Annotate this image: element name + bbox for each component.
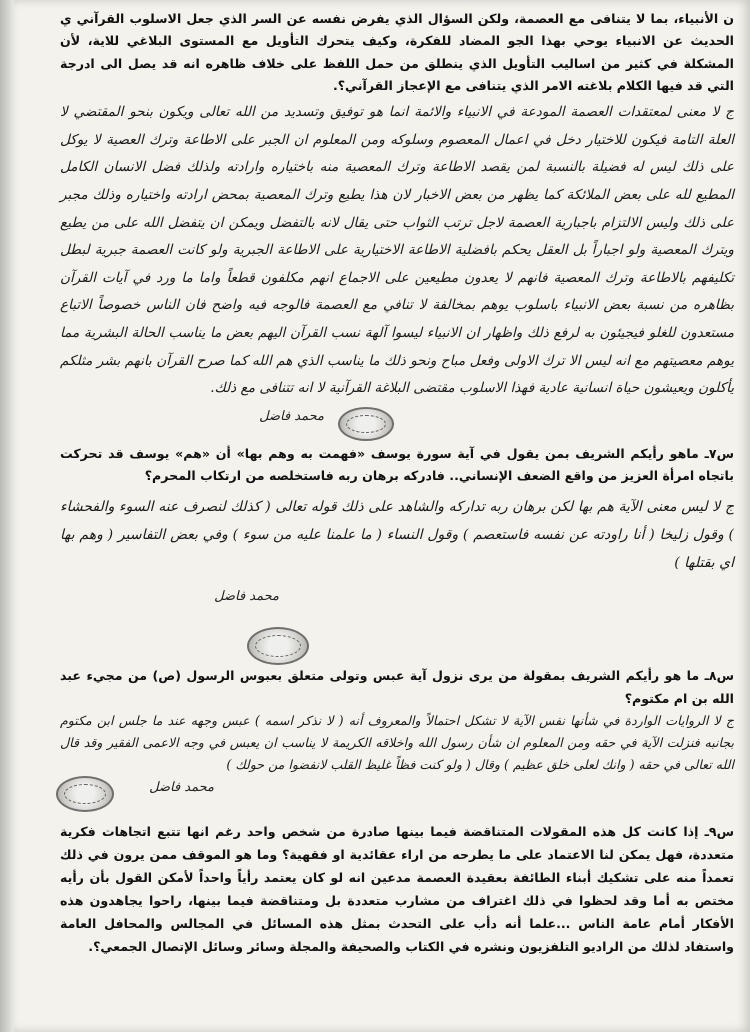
answer-7-handwritten: ج لا ليس معنى الآية هم بها لكن برهان ربه تداركه والشاهد على ذلك قوله تعالى ( كذلك لنصرف عنه السوء والفحشاء ) وقول زليخا ( أنا راودته عن نفسه فاستعصم ) وقول النساء ( ما علمنا عليه من سوء ) وفي بعض التفاسير ( وهم بها اي بقتلها ) (60, 499, 734, 572)
question-7: س٧ـ ماهو رأيكم الشريف بمن يقول في آية سورة يوسف «فهمت به وهم بها» أن «هم» يوسف قد تحركت باتجاه امرأة العزيز من واقع الضعف الإنساني.. فادركه برهان ربه فاستخلصه من ارتكاب المحرم؟ (60, 445, 734, 484)
answer-8-handwritten: ج لا الروايات الواردة في شأنها نفس الآية لا تشكل احتمالاً والمعروف أنه ( لا نذكر اسمه ) عبس وجهه عند ما جلس ابن مكتوم بجانبه فنزلت الآية في حقه ومن المعلوم ان شأن رسول الله واخلاقه الكريمة لا يناسب ان يعبس في وجه الاعمى الفقير وقد قال الله تعالى في حقه ( وانك لعلى خلق عظيم ) وقال ( ولو كنت فظاً غليظ القلب لانفضوا من حولك ) (60, 712, 734, 772)
question-6-continuation: ن الأنبياء، بما لا يتنافى مع العصمة، ولكن السؤال الذي يفرض نفسه عن السر الذي جعل الاسلوب القرآني ي الحديث عن الانبياء يوحي بهذا الجو المضاد للفكرة، وكيف يتحرك التأويل مع المستوى البلاغي للاية، لأن المشكلة في كثير من اساليب التأويل الذي ينطلق من حمل اللفظ على خلاف ظاهره انه قد يصل الى ادرجة التي قد فيها الكلام بلاغته الامر الذي يتنافى مع الإعجاز القرآني؟. (60, 11, 734, 93)
signature-block-2 (60, 577, 734, 665)
answer-6-handwritten: ج لا معنى لمعتقدات العصمة المودعة في الانبياء والائمة انما هو توفيق وتسديد من الله تعالى ويكون بنحو المقتضي لا العلة التامة فيكون للاختيار دخل في اعمال المعصوم وسلوكه ومن المعلوم ان الجبر على الاطاعة وترك العصية لا يوكل على ذلك ليس له فضيلة بالنسبة لمن يقصد الاطاعة وترك المعصية منه باختياره وارادته ولذلك فضل الانسان الكامل المطيع لله على بعض الملائكة كما يظهر من بعض الاخبار لان هذا يطيع وترك المعصية بمحض ارادته واختياره وذلك مجبر على ذلك وليس الالتزام باجبارية العصمة لاجل ترتب الثواب حتى يقال لانه بالتفضل ويمكن ان يتفضل الله على من يطيع ويترك المعصية ولو اجباراً بل العقل يحكم بافضلية الاطاعة الاختيارية على الاطاعة الجبرية ولو كانت العصمة جبرية لبطل تكليفهم بالاطاعة وترك المعصية فانهم لا يعدون مطيعين على الاجماع انهم مكلفون قطعاً واما ما ورد في آيات القرآن بظاهره من نسبة بعض الانبياء باسلوب يوهم بمخالفة لا تنافي مع العصمة فالوجه فيه واضح فان الناس خصوصاً الاتباع مستعدون للغلو فيجيئون به لرفع ذلك واظهار ان الانبياء ليسوا آلهة نسب القرآن اليهم بعض ما يناسب الحالة البشرية مما يوهم معصيتهم مع انه ليس الا ترك الاولى وفعل مباح ونحو ذلك ما يناسب الذي هم الله كما صرح القرآن بانهم بشر مثلكم يأكلون ويعيشون حياة انسانية عادية فهذا الاسلوب مقتضى البلاغة القرآنية لا انه تتنافى مع ذلك. (60, 104, 734, 397)
seal-stamp (338, 407, 394, 441)
seal-stamp (247, 627, 309, 665)
handwritten-signature: محمد فاضل (214, 589, 279, 605)
handwritten-signature: محمد فاضل (149, 779, 214, 795)
seal-stamp (56, 776, 114, 812)
signature-block-1 (60, 403, 734, 443)
document-body (60, 8, 734, 958)
document-page (14, 0, 750, 1032)
question-8: س٨ـ ما هو رأيكم الشريف بمقولة من يرى نزول آية عبس وتولى متعلق بعبوس الرسول (ص) من مجيء عبد الله بن ام مكتوم؟ (60, 668, 734, 706)
handwritten-signature: محمد فاضل (259, 408, 324, 424)
signature-block-3 (60, 776, 734, 820)
book-spine (0, 0, 14, 1032)
question-9: س٩ـ إذا كانت كل هذه المقولات المتناقضة فيما بينها صادرة من شخص واحد رغم انها تتبع اتجاهات فكرية متعددة، فهل يمكن لنا الاعتماد على ما يطرحه من اراء عقائدية او فقهية؟ وما هو الموقف ممن يرون في ذلك تعمداً منه على تشكيك أبناء الطائفة بعقيدة العصمة مدعين انه لو كان يعتمد رأياً واحداً لأمكن القول بأن رأيه مختص به أما وقد لحظوا في ذلك اغتراف من مشارب متعددة بل ومتناقضة فيما بينها، راحوا يجاهدون هذه الأفكار أمام عامة الناس ...علما أنه دأب على التحدث بمثل هذه المسائل في المجالس والمحافل العامة واستفاد لذلك من الراديو التلفزيون ونشره في الكتاب والصحيفة والمجلة وسائر وسائل الإتصال الجمعي؟. (60, 823, 734, 954)
